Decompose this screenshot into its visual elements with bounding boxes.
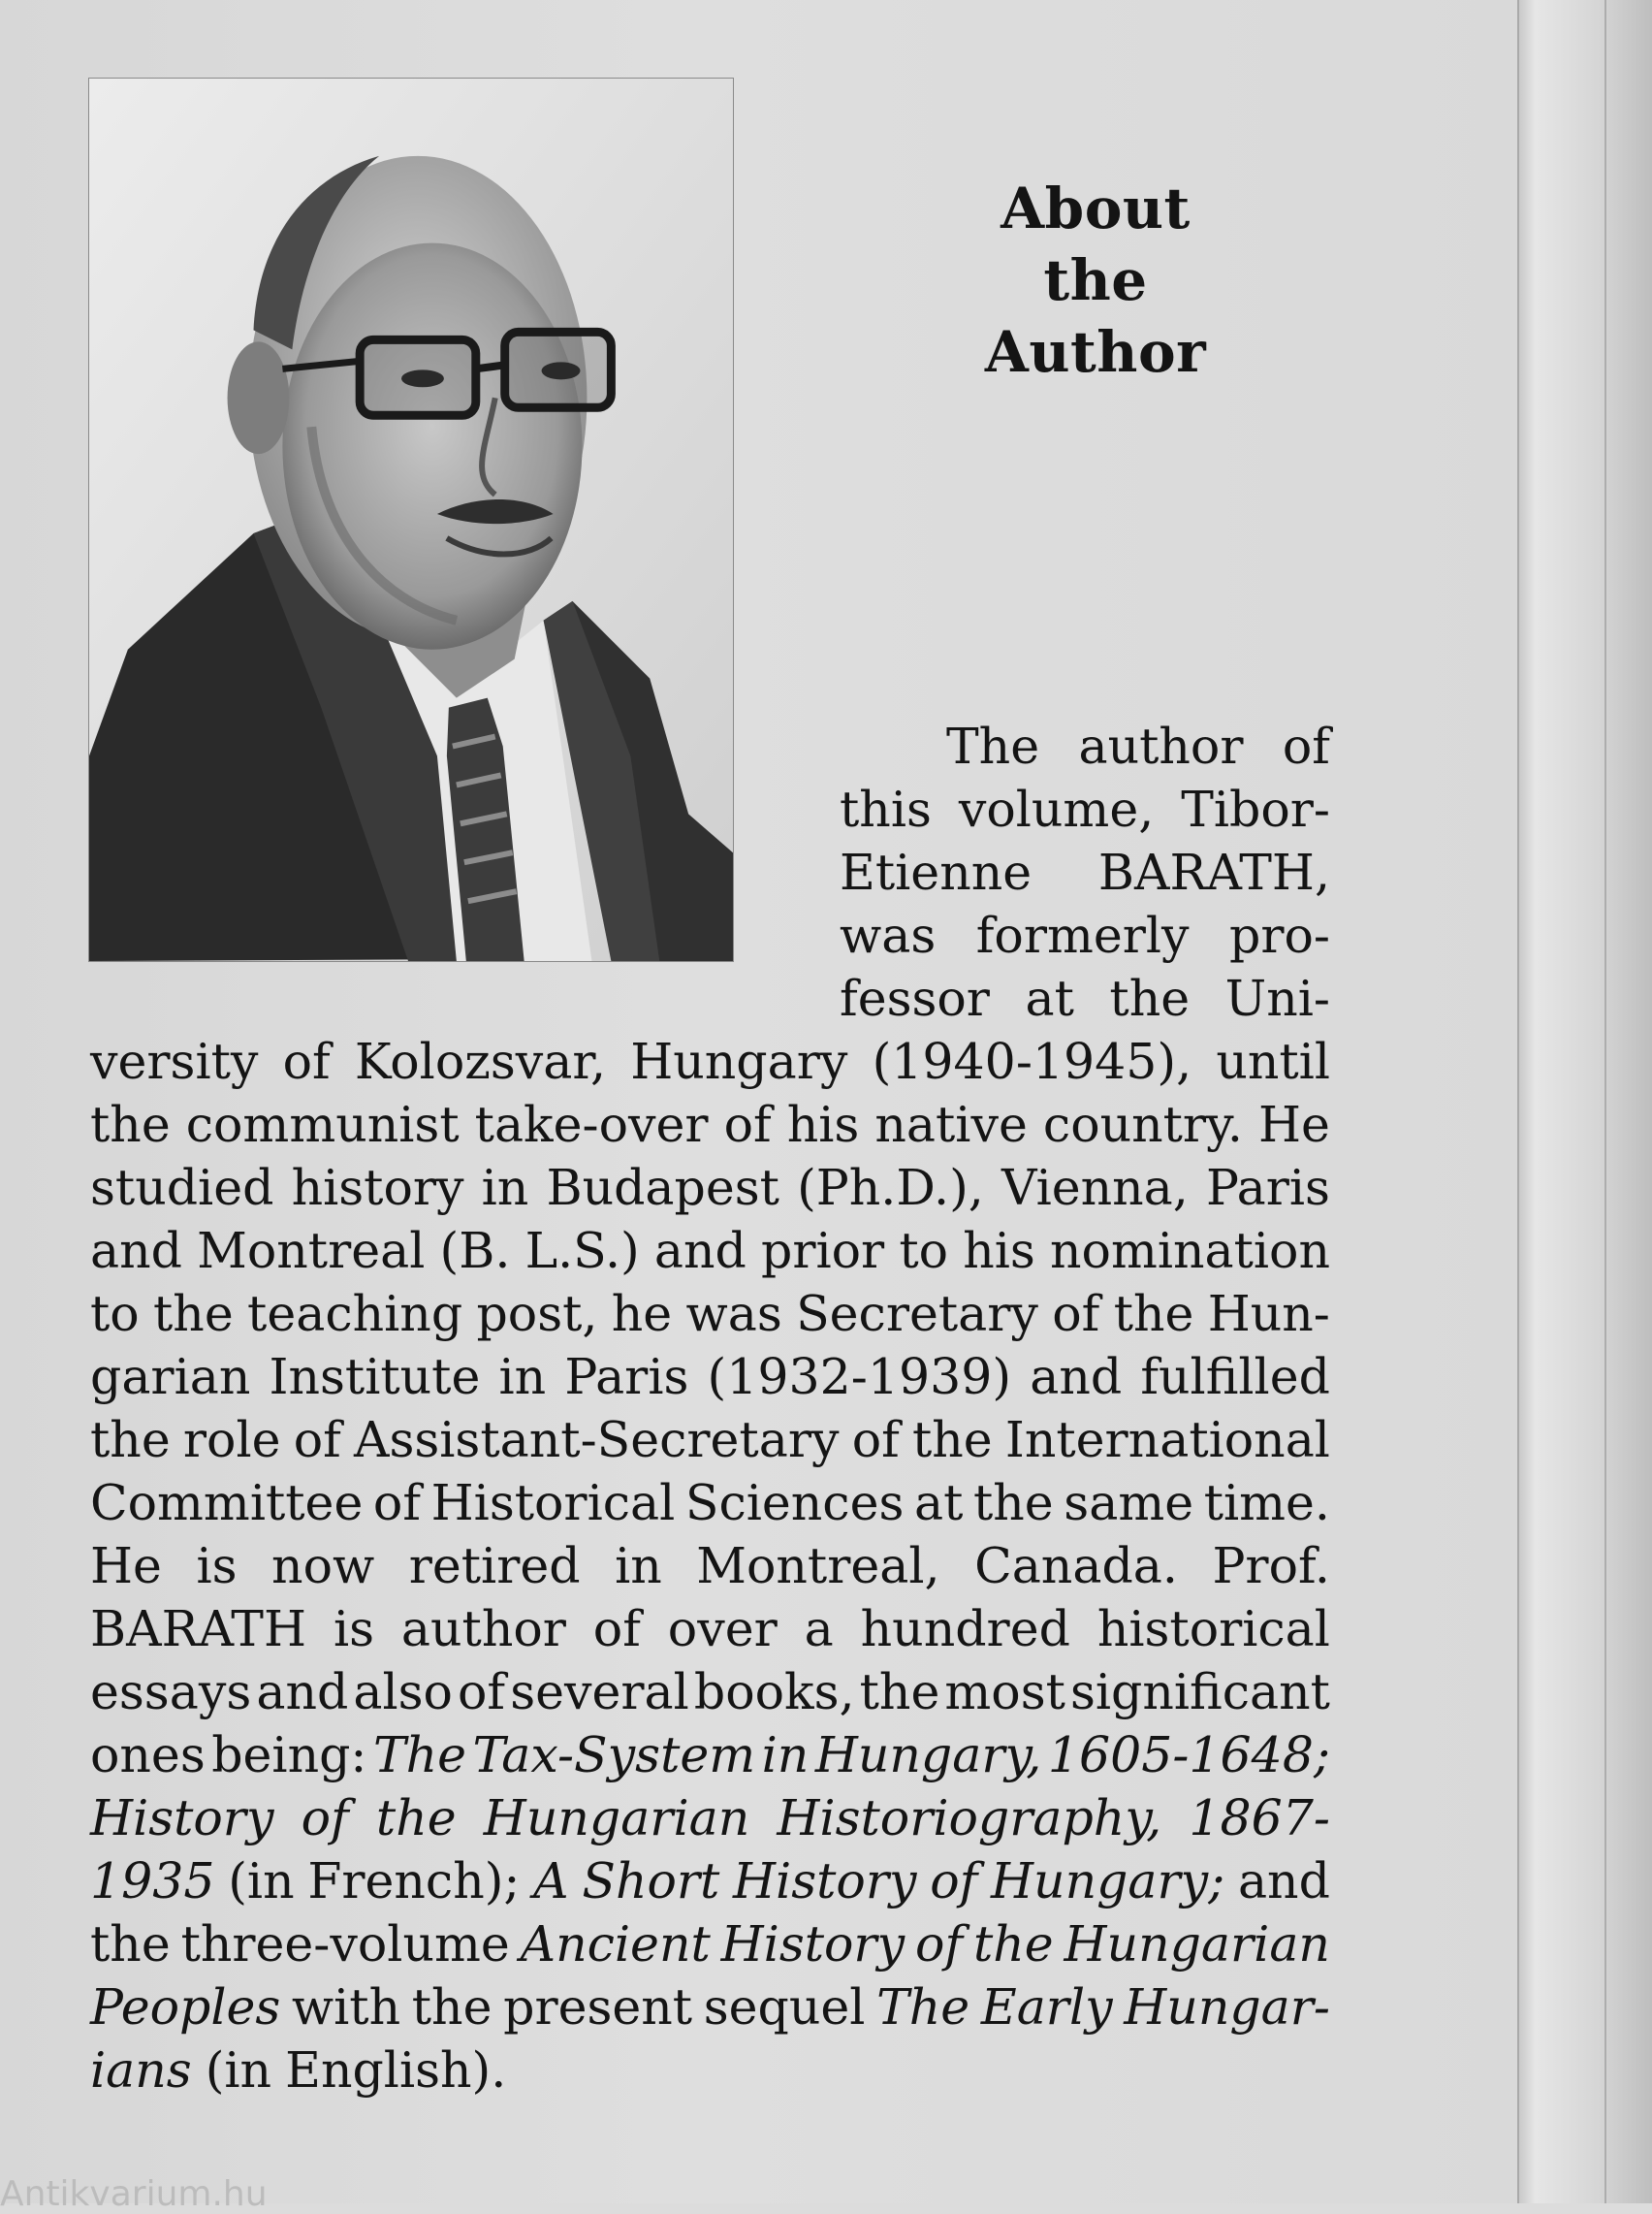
word: take-over: [474, 1096, 709, 1153]
word: in: [615, 1537, 662, 1594]
word: of: [723, 1096, 772, 1153]
word: BARATH,: [1097, 844, 1330, 901]
author-portrait-photo: [88, 78, 734, 962]
word: Secretary: [796, 1285, 1038, 1342]
word: also: [353, 1663, 453, 1720]
word: in: [481, 1159, 529, 1216]
word: Committee: [90, 1474, 364, 1531]
word: Institute: [269, 1348, 481, 1405]
heading-line: About: [1001, 176, 1191, 241]
word: present: [503, 1978, 693, 2036]
word: at: [1025, 970, 1074, 1027]
word: (1932-1939): [707, 1348, 1012, 1405]
word: Vienna,: [1001, 1159, 1189, 1216]
word: being:: [211, 1726, 367, 1783]
word: of: [458, 1663, 506, 1720]
word: post,: [476, 1285, 598, 1342]
text-line: [840, 778, 1330, 841]
italic-title-word: ians: [90, 2041, 192, 2099]
text-line: [90, 1408, 1330, 1471]
word: the: [90, 1096, 171, 1153]
word: Hungary: [630, 1033, 848, 1090]
word: was: [685, 1285, 782, 1342]
word: French);: [307, 1852, 521, 1909]
word: teaching: [247, 1285, 463, 1342]
italic-title-word: A: [533, 1852, 569, 1909]
word: Hun-: [1207, 1285, 1330, 1342]
word: fulfilled: [1140, 1348, 1330, 1405]
italic-title-word: in: [761, 1726, 810, 1783]
word: the: [90, 1411, 171, 1468]
word: the: [153, 1285, 234, 1342]
text-line: [90, 2038, 1330, 2102]
word: of: [372, 1474, 422, 1531]
word: Historical: [430, 1474, 676, 1531]
word: historical: [1096, 1600, 1330, 1657]
word: is: [333, 1600, 375, 1657]
word: author: [1078, 718, 1244, 775]
word: his: [786, 1096, 860, 1153]
word: the: [859, 1663, 940, 1720]
word: The: [946, 718, 1040, 775]
italic-title-word: the: [375, 1789, 457, 1846]
word: volume,: [958, 781, 1155, 838]
italic-title-word: Peoples: [90, 1978, 281, 2036]
italic-title-word: 1935: [90, 1852, 215, 1909]
text-line: [90, 1723, 1330, 1786]
text-line: [840, 904, 1330, 967]
word: role: [182, 1411, 281, 1468]
word: most: [944, 1663, 1065, 1720]
word: of: [1052, 1285, 1100, 1342]
word: Montreal,: [696, 1537, 940, 1594]
word: history: [291, 1159, 464, 1216]
word: pro-: [1229, 907, 1330, 964]
text-line: [90, 1597, 1330, 1660]
word: of: [1282, 718, 1330, 775]
word: L.S.): [524, 1222, 640, 1279]
word: Assistant-Secretary: [353, 1411, 840, 1468]
heading-line: Author: [984, 319, 1207, 385]
word: and: [90, 1222, 182, 1279]
wrapped-paragraph-start: [840, 715, 1330, 1030]
heading-line: the: [1043, 247, 1148, 313]
italic-title-word: 1605-1648;: [1047, 1726, 1330, 1783]
text-line: [90, 1030, 1330, 1093]
italic-title-word: Tax-System: [472, 1726, 756, 1783]
word: native: [874, 1096, 1028, 1153]
text-line: [90, 1660, 1330, 1723]
text-line: [90, 1345, 1330, 1408]
italic-title-word: The: [372, 1726, 467, 1783]
word: now: [271, 1537, 375, 1594]
word: he: [611, 1285, 673, 1342]
word: essays: [90, 1663, 252, 1720]
word: until: [1216, 1033, 1330, 1090]
word: communist: [185, 1096, 460, 1153]
italic-title-word: Short: [582, 1852, 720, 1909]
italic-title-word: Hungarian: [483, 1789, 750, 1846]
word: books,: [693, 1663, 855, 1720]
word: retired: [408, 1537, 581, 1594]
word: and: [653, 1222, 747, 1279]
word: several: [510, 1663, 689, 1720]
word: ones: [90, 1726, 206, 1783]
word: of: [592, 1600, 641, 1657]
word: country.: [1042, 1096, 1243, 1153]
word: and: [256, 1663, 349, 1720]
italic-title-word: of: [914, 1915, 964, 1973]
word: sequel: [703, 1978, 866, 2036]
word: prior: [761, 1222, 885, 1279]
word: Montreal: [197, 1222, 426, 1279]
text-line: [840, 715, 1330, 778]
word: this: [840, 781, 932, 838]
word: of: [282, 1033, 331, 1090]
italic-title-word: History: [90, 1789, 274, 1846]
word: Canada.: [974, 1537, 1178, 1594]
italic-title-word: Early: [980, 1978, 1113, 2036]
text-line: [90, 1849, 1330, 1912]
text-line: [90, 1219, 1330, 1282]
italic-title-word: Hungary,: [814, 1726, 1042, 1783]
word: the: [411, 1978, 492, 2036]
word: his: [963, 1222, 1035, 1279]
text-line: [90, 1471, 1330, 1534]
italic-title-word: History: [733, 1852, 917, 1909]
word: fessor: [840, 970, 990, 1027]
word: the: [1113, 1285, 1194, 1342]
word: (in: [205, 2041, 272, 2099]
word: significant: [1069, 1663, 1330, 1720]
italic-title-word: The: [876, 1978, 970, 2036]
word: with: [291, 1978, 401, 2036]
italic-title-word: History: [720, 1915, 905, 1973]
spine-crease: [1604, 0, 1606, 2203]
word: versity: [90, 1033, 259, 1090]
word: of: [293, 1411, 341, 1468]
word: the: [972, 1474, 1054, 1531]
word: the: [90, 1915, 171, 1973]
word: Sciences: [684, 1474, 905, 1531]
word: formerly: [975, 907, 1190, 964]
word: is: [196, 1537, 238, 1594]
word: He: [90, 1537, 162, 1594]
word: a: [804, 1600, 834, 1657]
word: and: [1030, 1348, 1123, 1405]
word: (Ph.D.),: [797, 1159, 984, 1216]
italic-title-word: of: [930, 1852, 978, 1909]
word: same: [1064, 1474, 1194, 1531]
text-line: [90, 1912, 1330, 1975]
word: in: [498, 1348, 547, 1405]
word: Paris: [1205, 1159, 1330, 1216]
italic-title-word: Ancient: [520, 1915, 711, 1973]
word: hundred: [860, 1600, 1070, 1657]
italic-title-word: 1867-: [1189, 1789, 1330, 1846]
word: at: [913, 1474, 964, 1531]
italic-title-word: of: [301, 1789, 349, 1846]
word: time.: [1203, 1474, 1330, 1531]
word: was: [840, 907, 937, 964]
italic-title-word: Hungarian: [1064, 1915, 1330, 1973]
word: to: [90, 1285, 140, 1342]
text-line: [840, 841, 1330, 904]
word: studied: [90, 1159, 274, 1216]
text-line: [90, 1156, 1330, 1219]
word: He: [1257, 1096, 1330, 1153]
italic-title-word: Hungary;: [991, 1852, 1225, 1909]
italic-title-word: Hungar-: [1124, 1978, 1330, 2036]
word: the: [1109, 970, 1191, 1027]
word: three-volume: [180, 1915, 510, 1973]
text-line: [90, 1093, 1330, 1156]
word: (in: [228, 1852, 295, 1909]
text-line: [90, 1282, 1330, 1345]
word: English).: [285, 2041, 507, 2099]
italic-title-word: the: [972, 1915, 1054, 1973]
word: and: [1237, 1852, 1330, 1909]
section-heading: [931, 173, 1260, 388]
paragraph-body: [90, 1030, 1330, 2102]
watermark: Antikvarium.hu: [0, 2174, 268, 2214]
word: over: [667, 1600, 778, 1657]
word: Etienne: [840, 844, 1032, 901]
text-line: [90, 1975, 1330, 2038]
word: International: [1004, 1411, 1330, 1468]
word: Tibor-: [1181, 781, 1330, 838]
word: to: [899, 1222, 949, 1279]
word: of: [851, 1411, 900, 1468]
word: Budapest: [546, 1159, 779, 1216]
text-line: [840, 967, 1330, 1030]
italic-title-word: Historiography,: [777, 1789, 1162, 1846]
word: Prof.: [1212, 1537, 1330, 1594]
word: Uni-: [1224, 970, 1330, 1027]
word: (B.: [439, 1222, 511, 1279]
book-spine-edge: [1517, 0, 1652, 2203]
word: author: [400, 1600, 566, 1657]
word: Paris: [564, 1348, 689, 1405]
word: (1940-1945),: [872, 1033, 1192, 1090]
text-line: [90, 1786, 1330, 1849]
word: the: [911, 1411, 993, 1468]
word: nomination: [1050, 1222, 1330, 1279]
text-line: [90, 1534, 1330, 1597]
word: Kolozsvar,: [354, 1033, 607, 1090]
word: garian: [90, 1348, 251, 1405]
word: BARATH: [90, 1600, 307, 1657]
